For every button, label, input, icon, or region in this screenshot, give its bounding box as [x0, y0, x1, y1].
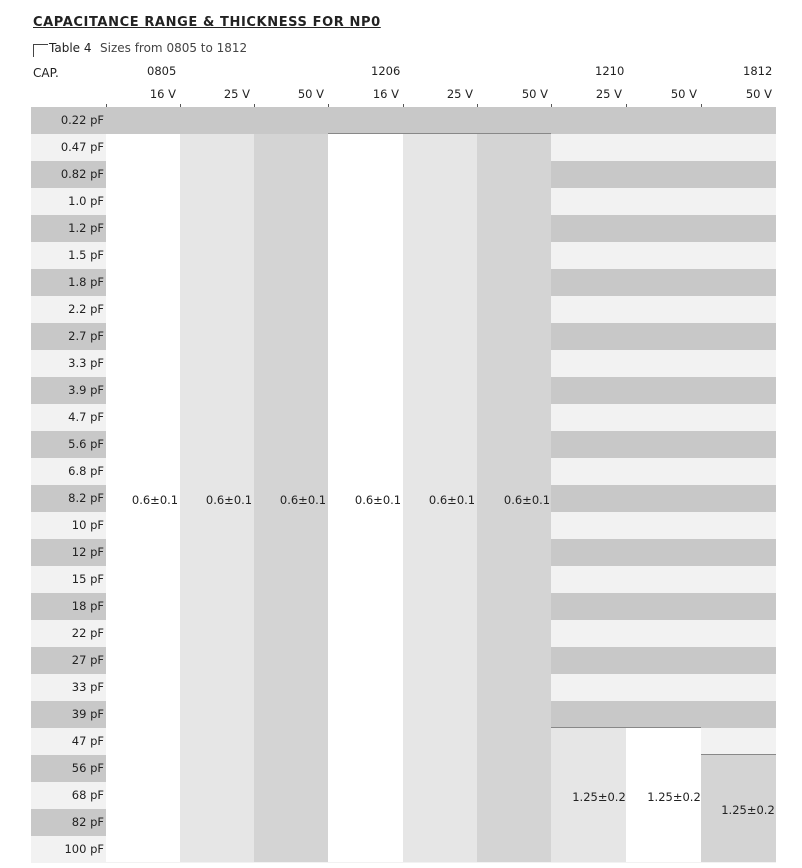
capacitance-label: 3.9 pF: [68, 383, 104, 397]
voltage-header: 50 V: [745, 87, 772, 101]
caption-bracket: [33, 44, 48, 57]
caption-label: Table 4: [49, 41, 92, 55]
table-row: [31, 107, 776, 134]
size-header-1812: 1812: [743, 64, 773, 78]
thickness-value: 1.25±0.2: [721, 803, 775, 817]
range-top-line: [551, 727, 701, 728]
cap-header: CAP.: [33, 66, 59, 80]
table-title: CAPACITANCE RANGE & THICKNESS FOR NP0: [33, 15, 381, 30]
capacitance-label: 1.5 pF: [68, 248, 104, 262]
capacitance-label: 0.47 pF: [60, 140, 104, 154]
capacitance-label: 47 pF: [71, 734, 104, 748]
range-top-line: [701, 754, 776, 755]
voltage-header: 50 V: [670, 87, 697, 101]
capacitance-label: 2.2 pF: [68, 302, 104, 316]
size-header-1206: 1206: [371, 64, 401, 78]
range-top-line: [328, 133, 551, 134]
capacitance-label: 1.8 pF: [68, 275, 104, 289]
thickness-value: 0.6±0.1: [131, 493, 179, 507]
capacitance-label: 33 pF: [71, 680, 104, 694]
voltage-header: 50 V: [297, 87, 324, 101]
size-header-1210: 1210: [595, 64, 625, 78]
capacitance-label: 6.8 pF: [68, 464, 104, 478]
capacitance-label: 27 pF: [71, 653, 104, 667]
capacitance-label: 2.7 pF: [68, 329, 104, 343]
capacitance-label: 22 pF: [71, 626, 104, 640]
voltage-header: 16 V: [149, 87, 176, 101]
caption-text: Sizes from 0805 to 1812: [100, 41, 248, 55]
thickness-value: 1.25±0.2: [647, 790, 701, 804]
capacitance-label: 100 pF: [64, 842, 104, 856]
capacitance-label: 39 pF: [71, 707, 104, 721]
voltage-header: 25 V: [446, 87, 473, 101]
thickness-value: 0.6±0.1: [503, 493, 551, 507]
capacitance-label: 12 pF: [71, 545, 104, 559]
thickness-value: 0.6±0.1: [354, 493, 402, 507]
capacitance-label: 4.7 pF: [68, 410, 104, 424]
capacitance-label: 68 pF: [71, 788, 104, 802]
capacitance-label: 56 pF: [71, 761, 104, 775]
capacitance-label: 0.22 pF: [60, 113, 104, 127]
capacitance-label: 8.2 pF: [68, 491, 104, 505]
voltage-header: 16 V: [372, 87, 399, 101]
capacitance-label: 10 pF: [71, 518, 104, 532]
thickness-value: 1.25±0.2: [572, 790, 626, 804]
thickness-value: 0.6±0.1: [428, 493, 476, 507]
voltage-header: 25 V: [595, 87, 622, 101]
thickness-value: 0.6±0.1: [279, 493, 327, 507]
capacitance-label: 15 pF: [71, 572, 104, 586]
thickness-value: 0.6±0.1: [205, 493, 253, 507]
voltage-header: 25 V: [223, 87, 250, 101]
capacitance-label: 1.0 pF: [68, 194, 104, 208]
capacitance-label: 18 pF: [71, 599, 104, 613]
voltage-header: 50 V: [521, 87, 548, 101]
capacitance-label: 1.2 pF: [68, 221, 104, 235]
capacitance-label: 5.6 pF: [68, 437, 104, 451]
capacitance-label: 3.3 pF: [68, 356, 104, 370]
capacitance-label: 0.82 pF: [60, 167, 104, 181]
size-header-0805: 0805: [147, 64, 177, 78]
capacitance-label: 82 pF: [71, 815, 104, 829]
